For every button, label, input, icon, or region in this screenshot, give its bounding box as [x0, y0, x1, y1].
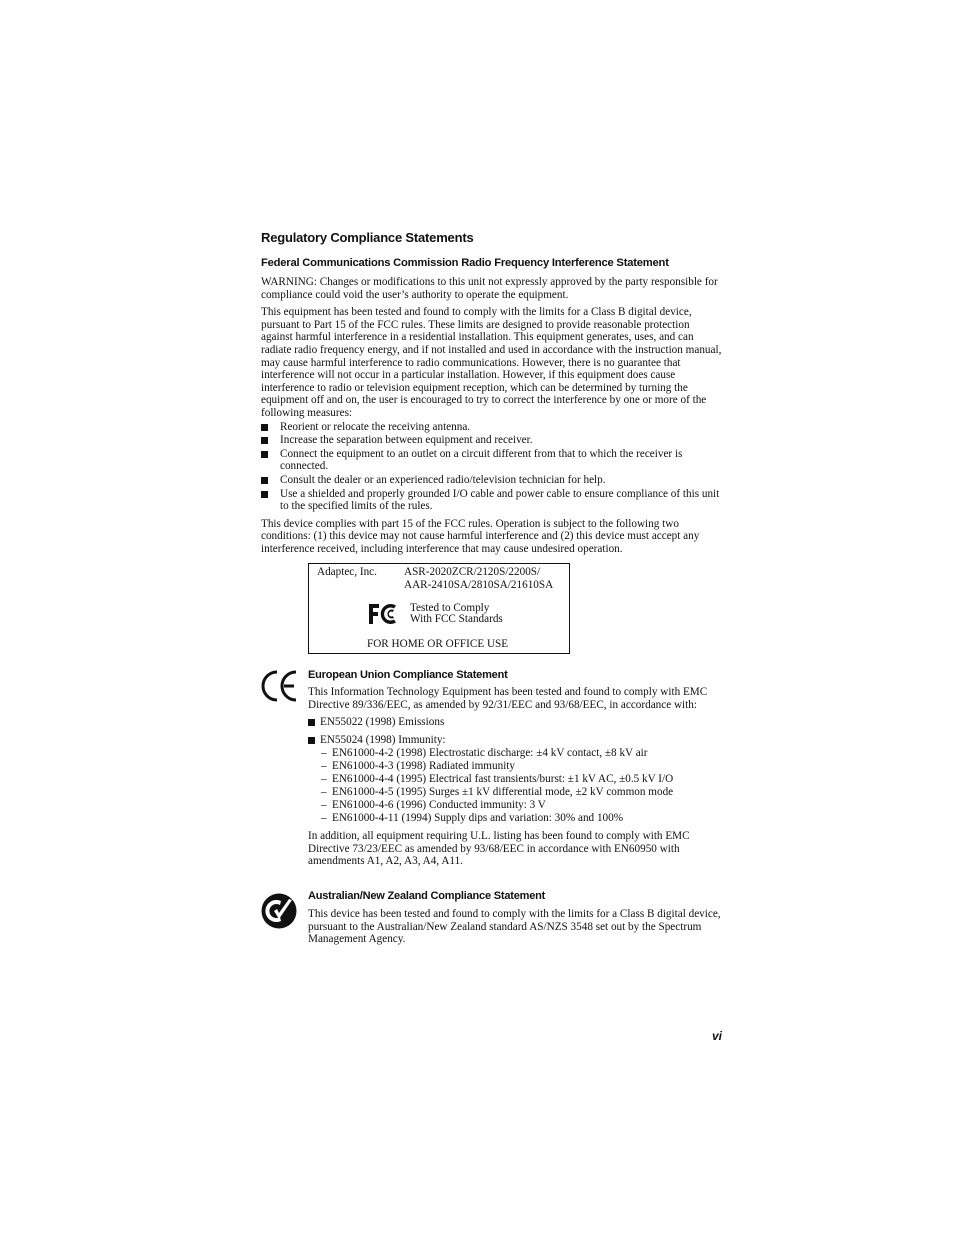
anz-heading: Australian/New Zealand Compliance Statement — [308, 890, 546, 902]
fcc-section — [261, 276, 723, 555]
bullet-square-icon — [261, 424, 268, 431]
fcc-warning: WARNING: Changes or modifications to this unit not expressly approved by the party responsible for compliance could void the user’s authority to operate the equipment. — [261, 276, 718, 301]
list-item: – EN61000-4-4 (1995) Electrical fast transients/burst: ±1 kV AC, ±0.5 kV I/O — [321, 773, 674, 786]
fcc-part15-statement: This device complies with part 15 of the FCC rules. Operation is subject to the following two conditions: (1) this device may not cause harmful interference and (2) this device must accept any interference received, including interference that may cause undesired operation. — [261, 517, 700, 555]
eu-heading: European Union Compliance Statement — [308, 669, 508, 681]
fcc-label-box — [308, 563, 570, 654]
list-item: Use a shielded and properly grounded I/O cable and power cable to ensure compliance of this unit to the specified limits of the rules. — [261, 488, 723, 513]
list-item: Connect the equipment to an outlet on a circuit different from that to which the receiver is connected. — [261, 448, 723, 473]
list-item: EN55022 (1998) Emissions — [308, 716, 723, 729]
bullet-square-icon — [261, 477, 268, 484]
section-title: Regulatory Compliance Statements — [261, 230, 474, 245]
eu-intro: This Information Technology Equipment has been tested and found to comply with EMC Directive 89/336/EEC, as amended by 92/31/EEC and 93/68/EEC, in accordance with: — [308, 686, 708, 711]
list-item: EN55024 (1998) Immunity: – EN61000-4-2 (1998) Electrostatic discharge: ±4 kV contact, ±8 kV air – EN61000-4-3 (1998) Radiated immunity – EN61000-4-4 (1995) Electrical fast transients/burst: ±1 kV AC, ±0.5 kV I/O – EN61000-4-5 (1995) Surges ±1 kV differential mode, ±2 kV common mode – EN61000-4-6 (1996) Conducted immunity: 3 V – EN61000-4-11 (1994) Supply dips and variation: 30% and 100% — [308, 734, 723, 825]
bullet-square-icon — [308, 737, 315, 744]
bullet-square-icon — [261, 451, 268, 458]
anz-body: This device has been tested and found to comply with the limits for a Class B digital device, pursuant to the Australian/New Zealand standard AS/NZS 3548 set out by the Spectrum Management Agency. — [308, 908, 721, 946]
list-item: – EN61000-4-11 (1994) Supply dips and variation: 30% and 100% — [321, 812, 624, 825]
eu-standards-list — [308, 716, 723, 825]
fcc-body: This equipment has been tested and found to comply with the limits for a Class B digital device, pursuant to Part 15 of the FCC rules. These limits are designed to provide reasonable protection against harmful interference in a residential installation. This equipment generates, uses, and can radiate radio frequency energy, and if not installed and used in accordance with the instruction manual, may cause harmful interference to radio communications. However, there is no guarantee that interference will not occur in a particular installation. However, if this equipment does cause interference to radio or television equipment reception, which can be determined by turning the equipment off and on, the user is encouraged to try to correct the interference by one or more of the following measures: — [261, 306, 722, 419]
eu-section — [308, 686, 723, 868]
page-number: vi — [711, 1029, 722, 1043]
c-tick-icon — [261, 893, 297, 929]
label-footer: FOR HOME OR OFFICE USE — [367, 638, 509, 650]
list-item: Consult the dealer or an experienced radio/television technician for help. — [261, 474, 723, 487]
list-item: – EN61000-4-6 (1996) Conducted immunity: 3 V — [321, 799, 546, 812]
list-item: – EN61000-4-5 (1995) Surges ±1 kV differential mode, ±2 kV common mode — [321, 786, 674, 799]
label-tested-line2: With FCC Standards — [410, 613, 503, 625]
label-company: Adaptec, Inc. — [317, 566, 377, 578]
bullet-square-icon — [261, 491, 268, 498]
fcc-heading: Federal Communications Commission Radio Frequency Interference Statement — [261, 257, 669, 269]
list-item: – EN61000-4-2 (1998) Electrostatic discharge: ±4 kV contact, ±8 kV air — [321, 746, 648, 759]
ce-mark-icon — [261, 669, 299, 703]
list-item: Reorient or relocate the receiving antenna. — [261, 421, 723, 434]
label-models-line1: ASR-2020ZCR/2120S/2200S/ — [404, 566, 541, 578]
list-item: Increase the separation between equipment and receiver. — [261, 434, 723, 447]
fcc-measures-list — [261, 421, 723, 513]
list-item: – EN61000-4-3 (1998) Radiated immunity — [321, 759, 516, 772]
fcc-logo-icon — [367, 602, 399, 626]
label-models-line2: AAR-2410SA/2810SA/21610SA — [404, 579, 554, 591]
eu-ul-statement: In addition, all equipment requiring U.L. listing has been found to comply with EMC Directive 73/23/EEC as amended by 93/68/EEC in accordance with EN60950 with amendments A1, A2, A3, A4, A11. — [308, 829, 690, 868]
bullet-square-icon — [261, 437, 268, 444]
label-tested-line1: Tested to Comply — [410, 602, 490, 614]
bullet-square-icon — [308, 719, 315, 726]
eu-immunity-list — [308, 747, 723, 825]
